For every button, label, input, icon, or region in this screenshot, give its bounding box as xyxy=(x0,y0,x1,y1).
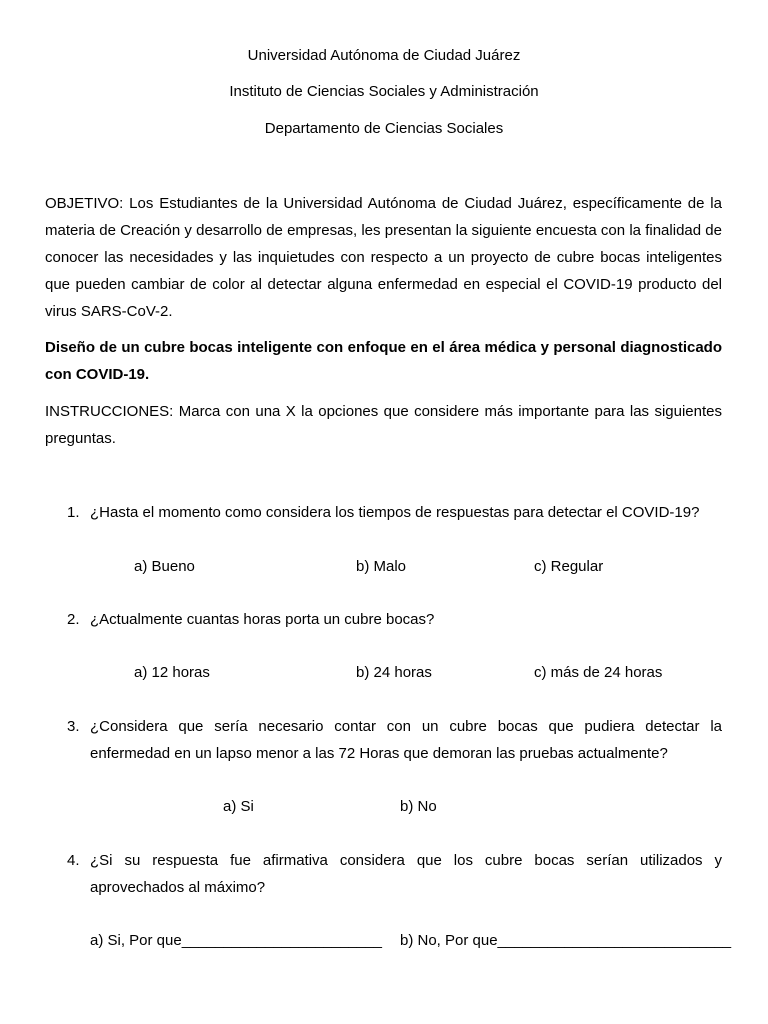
option-a: a) Si xyxy=(223,798,254,815)
option-b: b) No xyxy=(400,798,437,815)
question-number: 3. xyxy=(67,718,80,735)
instructions-paragraph: INSTRUCCIONES: Marca con una X la opciones que considere más importante para las siguientes preguntas. xyxy=(45,403,722,447)
question-text: ¿Actualmente cuantas horas porta un cubre bocas? xyxy=(90,611,435,628)
option-c: c) Regular xyxy=(534,558,604,575)
institute-name: Instituto de Ciencias Sociales y Administración xyxy=(229,83,539,100)
option-b: b) Malo xyxy=(356,558,407,575)
university-name: Universidad Autónoma de Ciudad Juárez xyxy=(247,47,521,64)
department-name: Departamento de Ciencias Sociales xyxy=(264,120,504,137)
option-a: a) 12 horas xyxy=(134,664,210,681)
option-c: c) más de 24 horas xyxy=(534,664,663,681)
question-text: ¿Si su respuesta fue afirmativa considera que los cubre bocas serían utilizados y aprovechados al máximo? xyxy=(90,852,722,896)
question-number: 4. xyxy=(67,852,80,869)
question-text: ¿Hasta el momento como considera los tiempos de respuestas para detectar el COVID-19? xyxy=(90,504,700,521)
question-text: ¿Considera que sería necesario contar con un cubre bocas que pudiera detectar la enfermedad en un lapso menor a las 72 Horas que demoran las pruebas actualmente? xyxy=(90,718,722,762)
option-b: b) No, Por que____________________________ xyxy=(400,932,732,949)
question-number: 1. xyxy=(67,504,80,521)
question-number: 2. xyxy=(67,611,80,628)
option-a: a) Si, Por que________________________ xyxy=(90,932,382,949)
objective-paragraph: OBJETIVO: Los Estudiantes de la Universidad Autónoma de Ciudad Juárez, específicamente de la materia de Creación y desarrollo de empresas, les presentan la siguiente encuesta con la finalidad de conocer las necesidades y las inquietudes con respecto a un proyecto de cubre bocas inteligentes que pueden cambiar de color al detectar alguna enfermedad en especial el COVID-19 producto del virus SARS-CoV-2. xyxy=(45,195,722,320)
option-b: b) 24 horas xyxy=(356,664,432,681)
option-a: a) Bueno xyxy=(134,558,195,575)
survey-title: Diseño de un cubre bocas inteligente con enfoque en el área médica y personal diagnosticado con COVID-19. xyxy=(45,339,722,383)
